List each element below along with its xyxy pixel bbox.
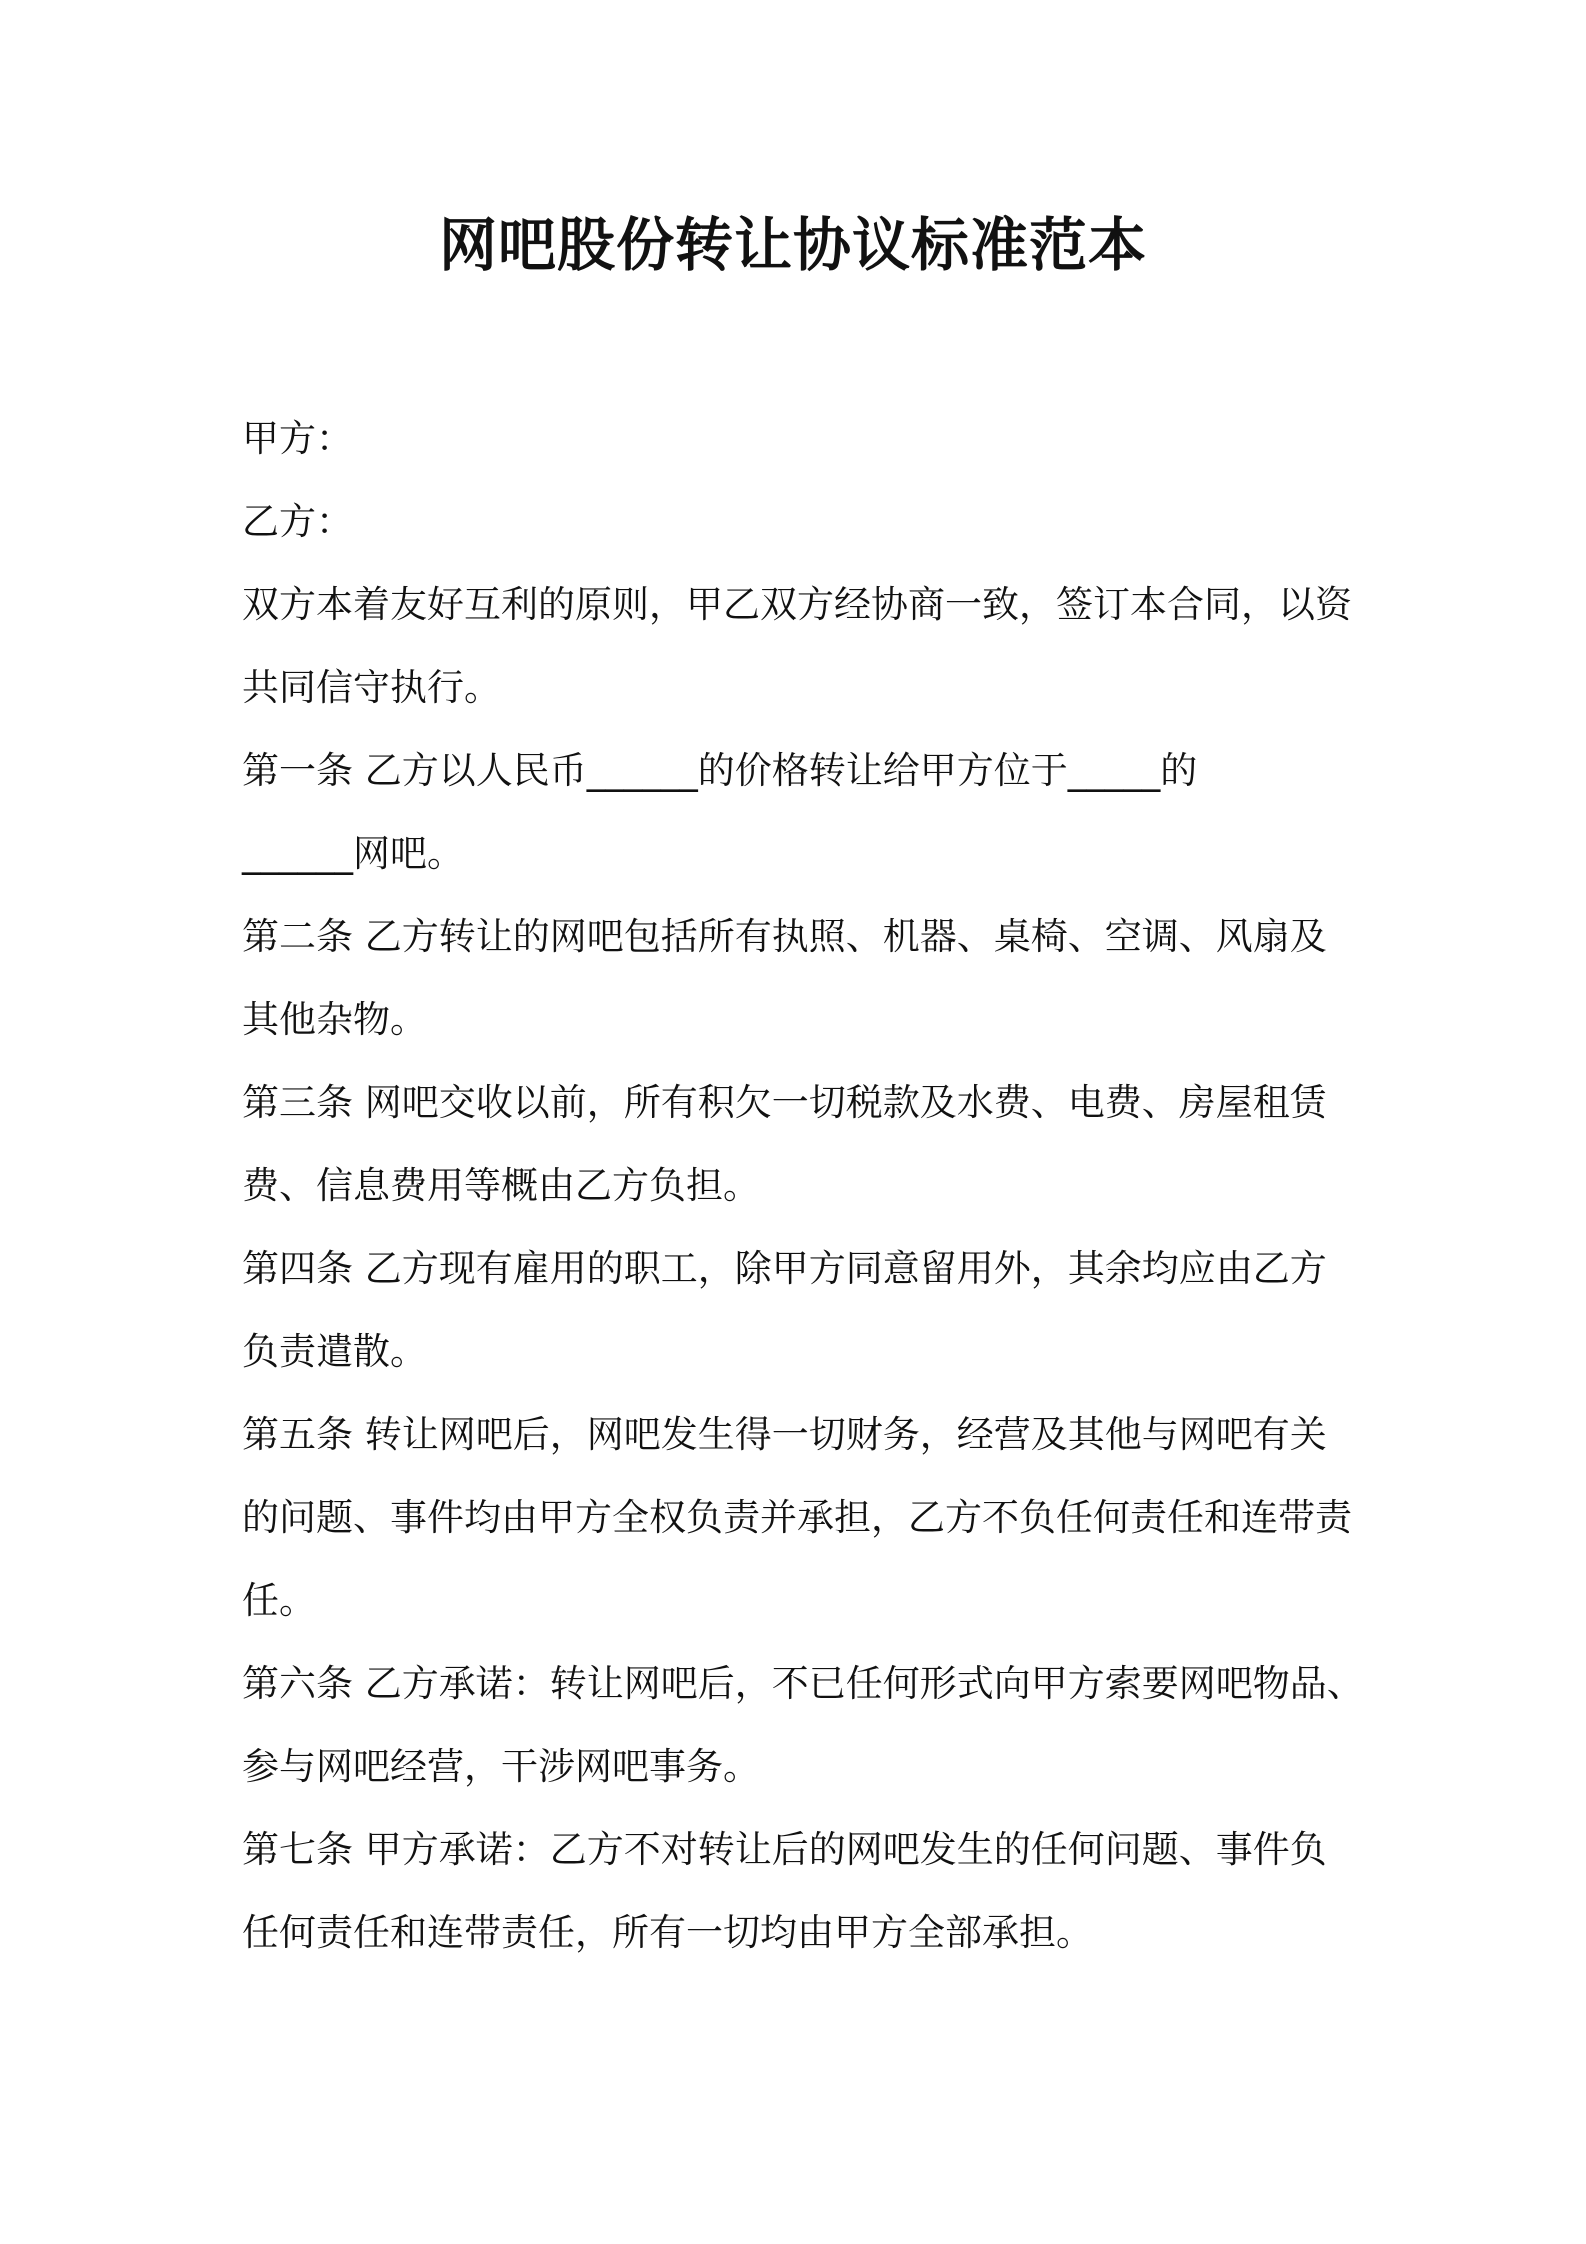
article-1-line-2: ______网吧。	[242, 832, 464, 875]
article-5-line-3: 任。	[242, 1579, 316, 1622]
article-3-line-1: 第三条 网吧交收以前，所有积欠一切税款及水费、电费、房屋租赁	[242, 1081, 1327, 1124]
article-2-line-2: 其他杂物。	[242, 998, 427, 1041]
article-3-line-2: 费、信息费用等概由乙方负担。	[242, 1164, 760, 1207]
article-4-line-1: 第四条 乙方现有雇用的职工，除甲方同意留用外，其余均应由乙方	[242, 1247, 1327, 1290]
document-body	[242, 397, 1382, 1974]
document-title: 网吧股份转让协议标准范本	[438, 211, 1147, 279]
article-2-line-1: 第二条 乙方转让的网吧包括所有执照、机器、桌椅、空调、风扇及	[242, 915, 1327, 958]
article-5-line-2: 的问题、事件均由甲方全权负责并承担，乙方不负任何责任和连带责	[242, 1496, 1352, 1539]
party-b-line: 乙方：	[242, 500, 353, 543]
article-7-line-1: 第七条 甲方承诺：乙方不对转让后的网吧发生的任何问题、事件负	[242, 1828, 1327, 1871]
preamble-line-2: 共同信守执行。	[242, 666, 501, 709]
article-5-line-1: 第五条 转让网吧后，网吧发生得一切财务，经营及其他与网吧有关	[242, 1413, 1327, 1456]
preamble-line-1: 双方本着友好互利的原则，甲乙双方经协商一致，签订本合同，以资	[242, 583, 1352, 626]
article-7-line-2: 任何责任和连带责任，所有一切均由甲方全部承担。	[242, 1911, 1093, 1954]
party-a-line: 甲方：	[242, 417, 353, 460]
article-1-line-1: 第一条 乙方以人民币______的价格转让给甲方位于_____的	[242, 749, 1198, 792]
article-4-line-2: 负责遣散。	[242, 1330, 427, 1373]
article-6-line-2: 参与网吧经营，干涉网吧事务。	[242, 1745, 760, 1788]
article-6-line-1: 第六条 乙方承诺：转让网吧后，不已任何形式向甲方索要网吧物品、	[242, 1662, 1364, 1705]
